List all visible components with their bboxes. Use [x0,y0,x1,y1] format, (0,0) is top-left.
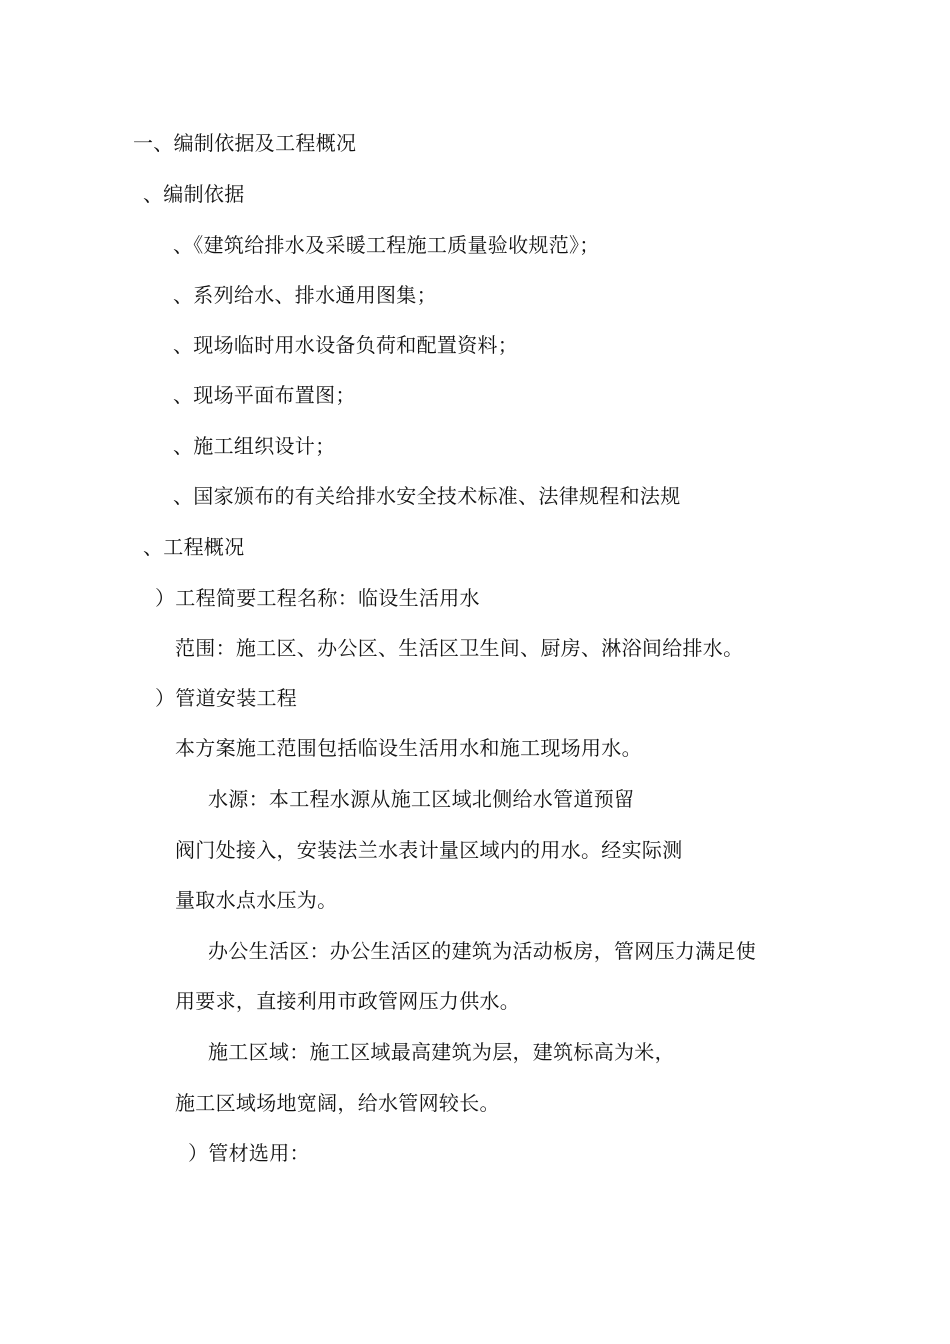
subsection-heading-overview: 、工程概况 [143,535,245,559]
paragraph-construction-area-2: 施工区域场地宽阔，给水管网较长。 [175,1091,500,1115]
paragraph-office-area-1: 办公生活区：办公生活区的建筑为活动板房，管网压力满足使 [208,939,757,963]
overview-item-2: ）管道安装工程 [155,686,298,710]
paragraph-scope: 本方案施工范围包括临设生活用水和施工现场用水。 [175,736,642,760]
basis-item-2: 、系列给水、排水通用图集； [173,283,437,307]
paragraph-construction-area-1: 施工区域：施工区域最高建筑为层，建筑标高为米， [208,1040,675,1064]
section-heading-1: 一、编制依据及工程概况 [133,131,357,155]
paragraph-water-source-2: 阀门处接入，安装法兰水表计量区域内的用水。经实际测 [175,838,683,862]
basis-item-1: 、《建筑给排水及采暖工程施工质量验收规范》； [173,233,600,257]
paragraph-water-source-3: 量取水点水压为。 [175,888,338,912]
basis-item-4: 、现场平面布置图； [173,383,356,407]
paragraph-office-area-2: 用要求，直接利用市政管网压力供水。 [175,989,521,1013]
overview-scope: 范围：施工区、办公区、生活区卫生间、厨房、淋浴间给排水。 [175,636,744,660]
overview-item-1: ）工程简要工程名称：临设生活用水 [155,586,480,610]
basis-item-6: 、国家颁布的有关给排水安全技术标准、法律规程和法规 [173,484,681,508]
subsection-heading-basis: 、编制依据 [143,182,245,206]
basis-item-5: 、施工组织设计； [173,434,336,458]
overview-item-3: ）管材选用： [188,1141,310,1165]
paragraph-water-source-1: 水源：本工程水源从施工区域北侧给水管道预留 [208,787,635,811]
basis-item-3: 、现场临时用水设备负荷和配置资料； [173,333,519,357]
